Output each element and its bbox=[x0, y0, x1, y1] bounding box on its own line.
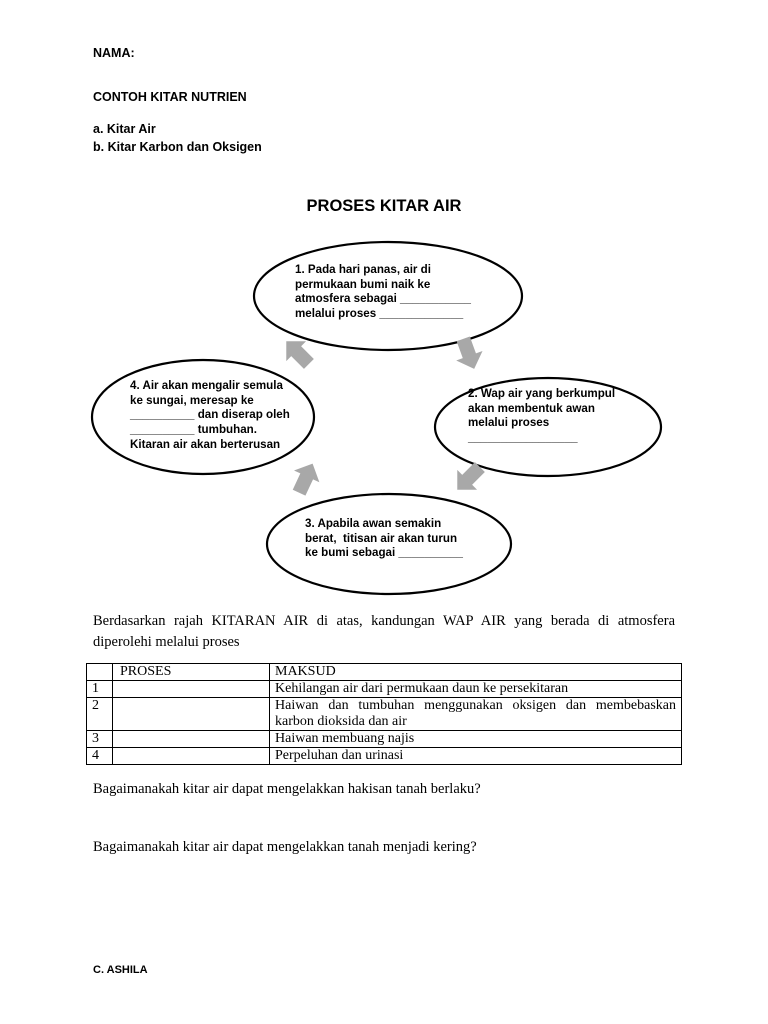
proses-answer-cell[interactable] bbox=[113, 748, 270, 765]
maksud-cell: Haiwan membuang najis bbox=[270, 731, 682, 748]
row-number: 4 bbox=[87, 748, 113, 765]
table-header-proses: PROSES bbox=[113, 664, 270, 681]
diagram-title: PROSES KITAR AIR bbox=[306, 197, 462, 215]
table-row bbox=[87, 698, 682, 731]
process-table bbox=[86, 663, 682, 765]
item-kitar-air: a. Kitar Air bbox=[93, 122, 156, 136]
proses-answer-cell[interactable] bbox=[113, 731, 270, 748]
table-row bbox=[87, 681, 682, 698]
instruction-paragraph: Berdasarkan rajah KITARAN AIR di atas, kandungan WAP AIR yang berada di atmosfera diperolehi melalui proses bbox=[93, 613, 675, 650]
proses-answer-cell[interactable] bbox=[113, 681, 270, 698]
row-number: 2 bbox=[87, 698, 113, 731]
step2-text: 2. Wap air yang berkumpul akan membentuk awan melalui proses _________________ bbox=[468, 387, 616, 445]
cycle-arrow-step3-to-step4 bbox=[286, 458, 325, 499]
row-number: 1 bbox=[87, 681, 113, 698]
proses-answer-cell[interactable] bbox=[113, 698, 270, 731]
table-row bbox=[87, 748, 682, 765]
table-row bbox=[87, 731, 682, 748]
maksud-cell: Perpeluhan dan urinasi bbox=[270, 748, 682, 765]
subject-heading: CONTOH KITAR NUTRIEN bbox=[93, 90, 247, 104]
step3-text: 3. Apabila awan semakin berat, titisan air akan turun ke bumi sebagai __________ bbox=[305, 517, 463, 560]
table-header-row bbox=[87, 664, 682, 681]
step1-text: 1. Pada hari panas, air di permukaan bumi naik ke atmosfera sebagai ___________ melalui proses _____________ bbox=[295, 263, 471, 321]
question-2: Bagaimanakah kitar air dapat mengelakkan tanah menjadi kering? bbox=[93, 839, 477, 855]
question-1: Bagaimanakah kitar air dapat mengelakkan hakisan tanah berlaku? bbox=[93, 781, 481, 797]
footer-author: C. ASHILA bbox=[93, 964, 148, 976]
name-label: NAMA: bbox=[93, 46, 135, 60]
table-header-maksud: MAKSUD bbox=[270, 664, 682, 681]
table-header-no bbox=[87, 664, 113, 681]
maksud-cell: Haiwan dan tumbuhan menggunakan oksigen dan membebaskan karbon dioksida dan air bbox=[270, 698, 682, 731]
row-number: 3 bbox=[87, 731, 113, 748]
maksud-cell: Kehilangan air dari permukaan daun ke persekitaran bbox=[270, 681, 682, 698]
item-kitar-karbon: b. Kitar Karbon dan Oksigen bbox=[93, 140, 262, 154]
step4-text: 4. Air akan mengalir semula ke sungai, meresap ke __________ dan diserap oleh __________ tumbuhan. Kitaran air akan berterusan bbox=[130, 379, 290, 451]
